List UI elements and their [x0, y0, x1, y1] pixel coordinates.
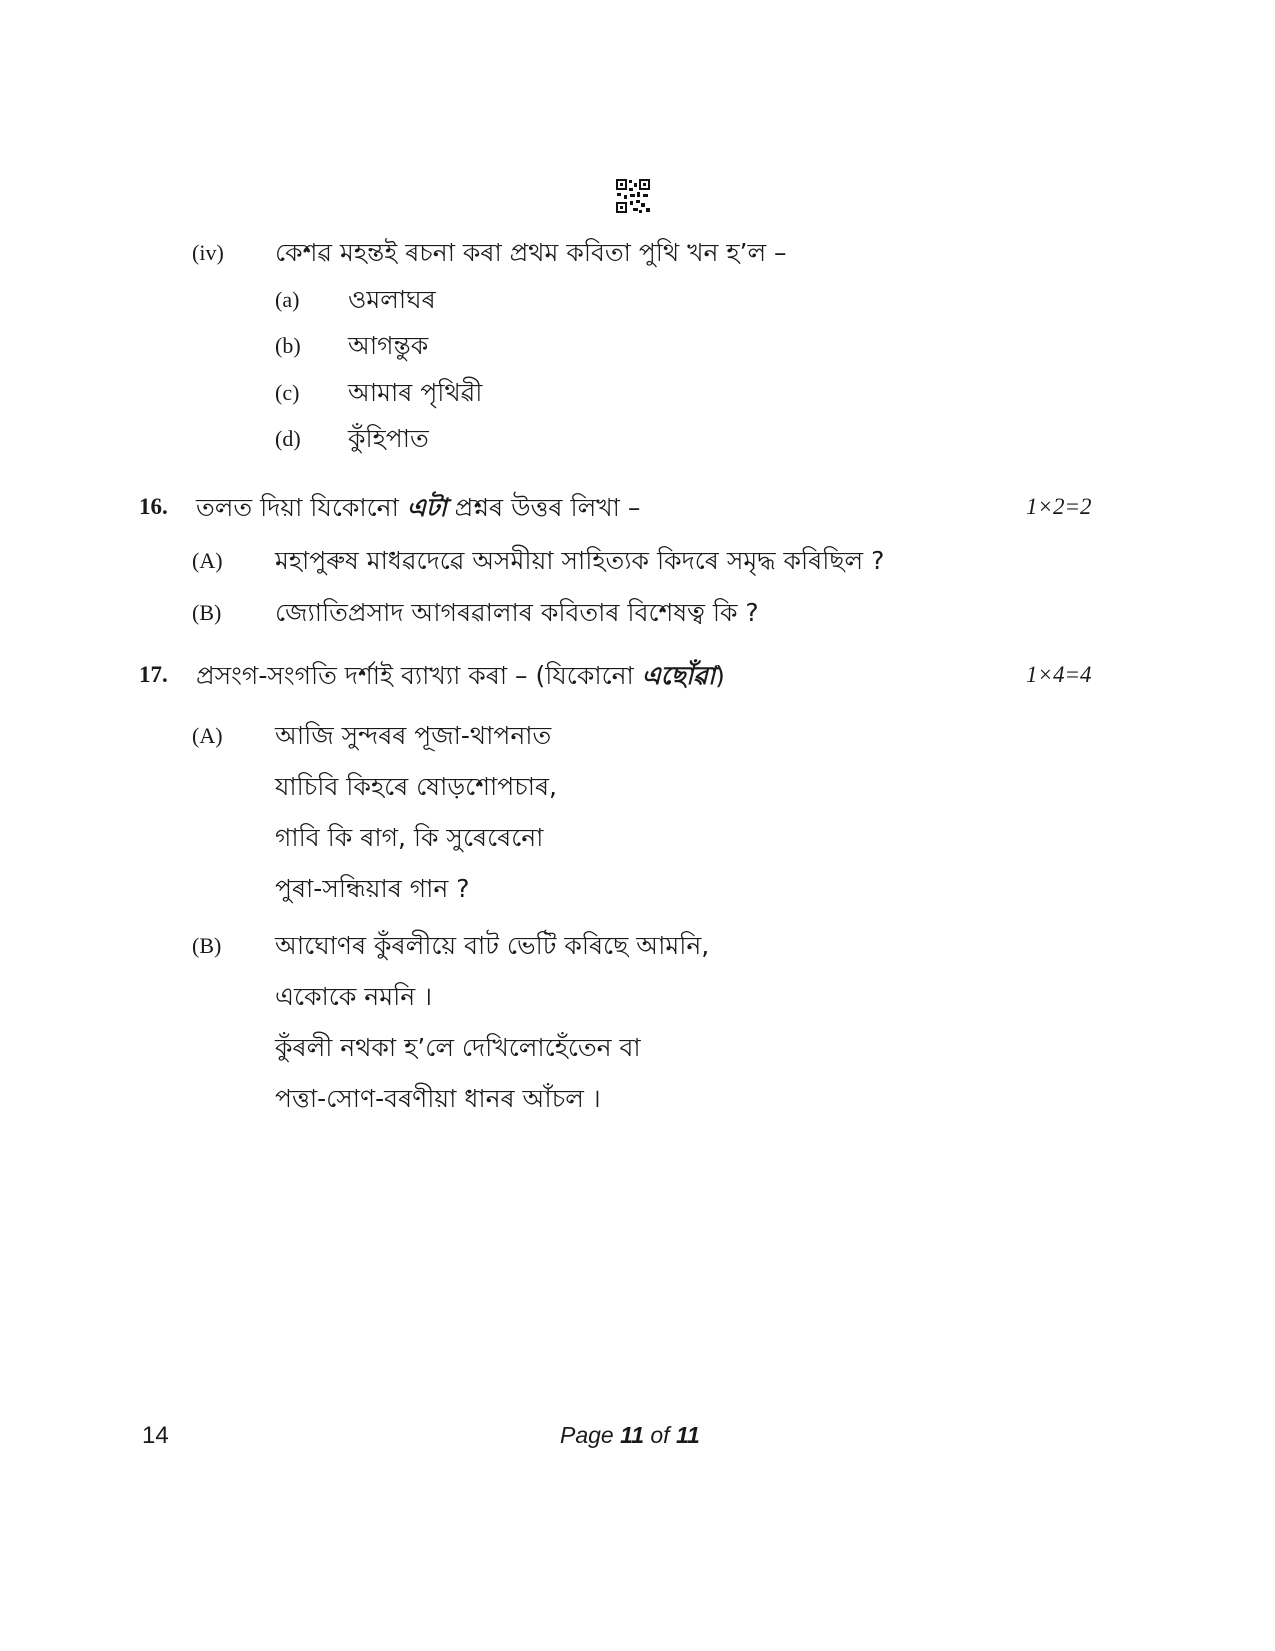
- option-a-label: (a): [275, 287, 300, 312]
- poem-a-line-1: আজি সুন্দৰৰ পূজা-থাপনাত: [275, 721, 552, 750]
- question-17-emphasis: এছোঁৱা: [641, 661, 716, 690]
- poem-b-line-4: পত্তা-সোণ-বৰণীয়া ধানৰ আঁচল ।: [275, 1084, 601, 1113]
- page-indicator: Page 11 of 11: [560, 1422, 700, 1448]
- option-c-label: (c): [275, 380, 300, 405]
- question-17-marks: 1×4=4: [1026, 662, 1092, 687]
- question-iv-label: (iv): [192, 240, 224, 265]
- question-17-part-b-label: (B): [192, 933, 222, 958]
- poem-a-line-2: যাচিবি কিহৰে ষোড়শোপচাৰ,: [275, 772, 558, 801]
- poem-b-line-3: কুঁৰলী নথকা হ’লে দেখিলোহেঁতেন বা: [275, 1033, 641, 1062]
- option-a-text: ওমলাঘৰ: [348, 285, 436, 314]
- poem-a-line-4: পুৰা-সন্ধিয়াৰ গান ?: [275, 874, 470, 903]
- question-16-text: তলত দিয়া যিকোনো এটা প্ৰশ্নৰ উত্তৰ লিখা –: [196, 493, 641, 522]
- question-16-emphasis: এটা: [406, 493, 447, 522]
- poem-b-line-1: আঘোণৰ কুঁৰলীয়ে বাট ভেটি কৰিছে আমনি,: [275, 931, 710, 960]
- option-d-label: (d): [275, 426, 301, 451]
- question-16-part-a-label: (A): [192, 548, 223, 573]
- option-c-text: আমাৰ পৃথিৱী: [348, 378, 483, 407]
- qr-code: [615, 178, 651, 214]
- question-16-part-b-label: (B): [192, 600, 222, 625]
- footer-number: 14: [142, 1422, 169, 1449]
- question-iv-text: কেশৱ মহন্তই ৰচনা কৰা প্ৰথম কবিতা পুথি খন হ’ল –: [275, 238, 787, 267]
- question-16-part-a-text: মহাপুৰুষ মাধৱদেৱে অসমীয়া সাহিত্যক কিদৰে সমৃদ্ধ কৰিছিল ?: [275, 546, 885, 575]
- poem-b-line-2: একোকে নমনি ।: [275, 982, 433, 1011]
- question-17-text: প্ৰসংগ-সংগতি দৰ্শাই ব্যাখ্যা কৰা – (যিকোনো এছোঁৱা): [196, 661, 725, 690]
- question-17-number: 17.: [139, 662, 168, 687]
- question-16-number: 16.: [139, 494, 168, 519]
- option-b-label: (b): [275, 333, 301, 358]
- poem-a-line-3: গাবি কি ৰাগ, কি সুৰেৰেনো: [275, 823, 544, 852]
- question-16-part-b-text: জ্যোতিপ্ৰসাদ আগৰৱালাৰ কবিতাৰ বিশেষত্ব কি ?: [275, 598, 759, 627]
- question-16-marks: 1×2=2: [1026, 494, 1092, 519]
- option-d-text: কুঁহিপাত: [348, 424, 429, 453]
- question-17-part-a-label: (A): [192, 723, 223, 748]
- option-b-text: আগন্তুক: [348, 331, 429, 360]
